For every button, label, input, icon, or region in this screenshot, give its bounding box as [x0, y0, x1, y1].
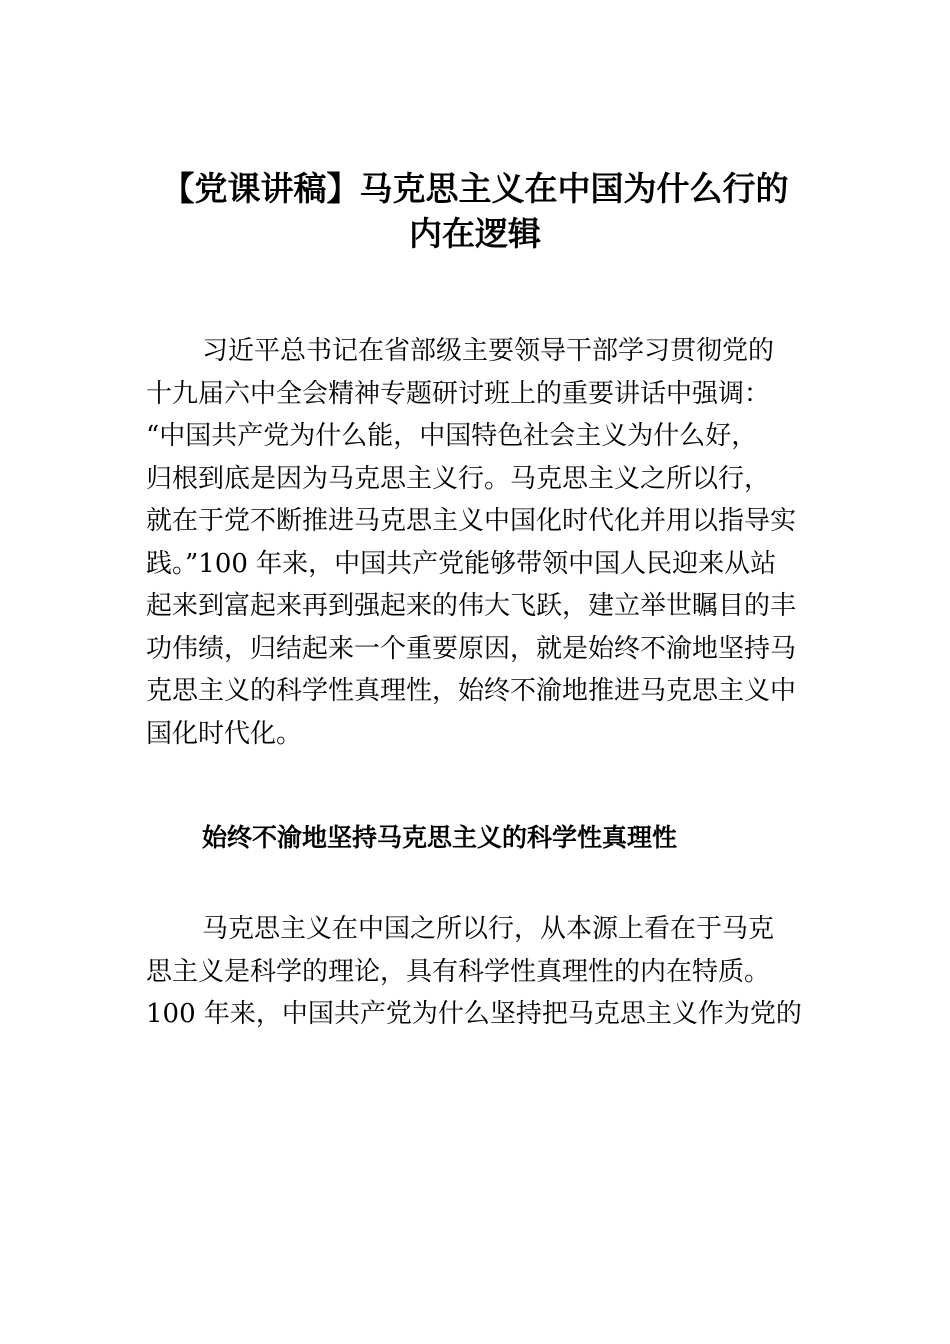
paragraph-line: 国化时代化。: [146, 718, 303, 749]
paragraph-line: 马克思主义在中国之所以行，从本源上看在于马克: [202, 914, 775, 944]
paragraph-line: 归根到底是因为马克思主义行。马克思主义之所以行，: [146, 463, 771, 494]
paragraph-line: 践。”100 年来，中国共产党能够带领中国人民迎来从站: [146, 548, 777, 579]
intro-paragraph: [146, 330, 836, 755]
paragraph-line: 起来到富起来再到强起来的伟大飞跃，建立举世瞩目的丰: [146, 591, 797, 621]
paragraph-line: 就在于党不断推进马克思主义中国化时代化并用以指导实: [146, 506, 797, 536]
paragraph-line: 思主义是科学的理论，具有科学性真理性的内在特质。: [146, 956, 771, 987]
section-heading: 始终不渝地坚持马克思主义的科学性真理性: [202, 823, 678, 852]
paragraph-line: 功伟绩，归结起来一个重要原因，就是始终不渝地坚持马: [146, 633, 797, 664]
paragraph-line: 十九届六中全会精神专题研讨班上的重要讲话中强调：: [146, 378, 771, 409]
title-line-1: 【党课讲稿】马克思主义在中国为什么行的: [161, 169, 789, 208]
section-paragraph: [146, 908, 836, 1036]
paragraph-line: “中国共产党为什么能，中国特色社会主义为什么好，: [146, 421, 758, 451]
title-line-2: 内在逻辑: [409, 214, 541, 253]
paragraph-line: 100 年来，中国共产党为什么坚持把马克思主义作为党的: [146, 999, 802, 1029]
paragraph-line: 克思主义的科学性真理性，始终不渝地推进马克思主义中: [146, 676, 797, 706]
document-title: [120, 166, 830, 256]
paragraph-line: 习近平总书记在省部级主要领导干部学习贯彻党的: [202, 336, 775, 366]
